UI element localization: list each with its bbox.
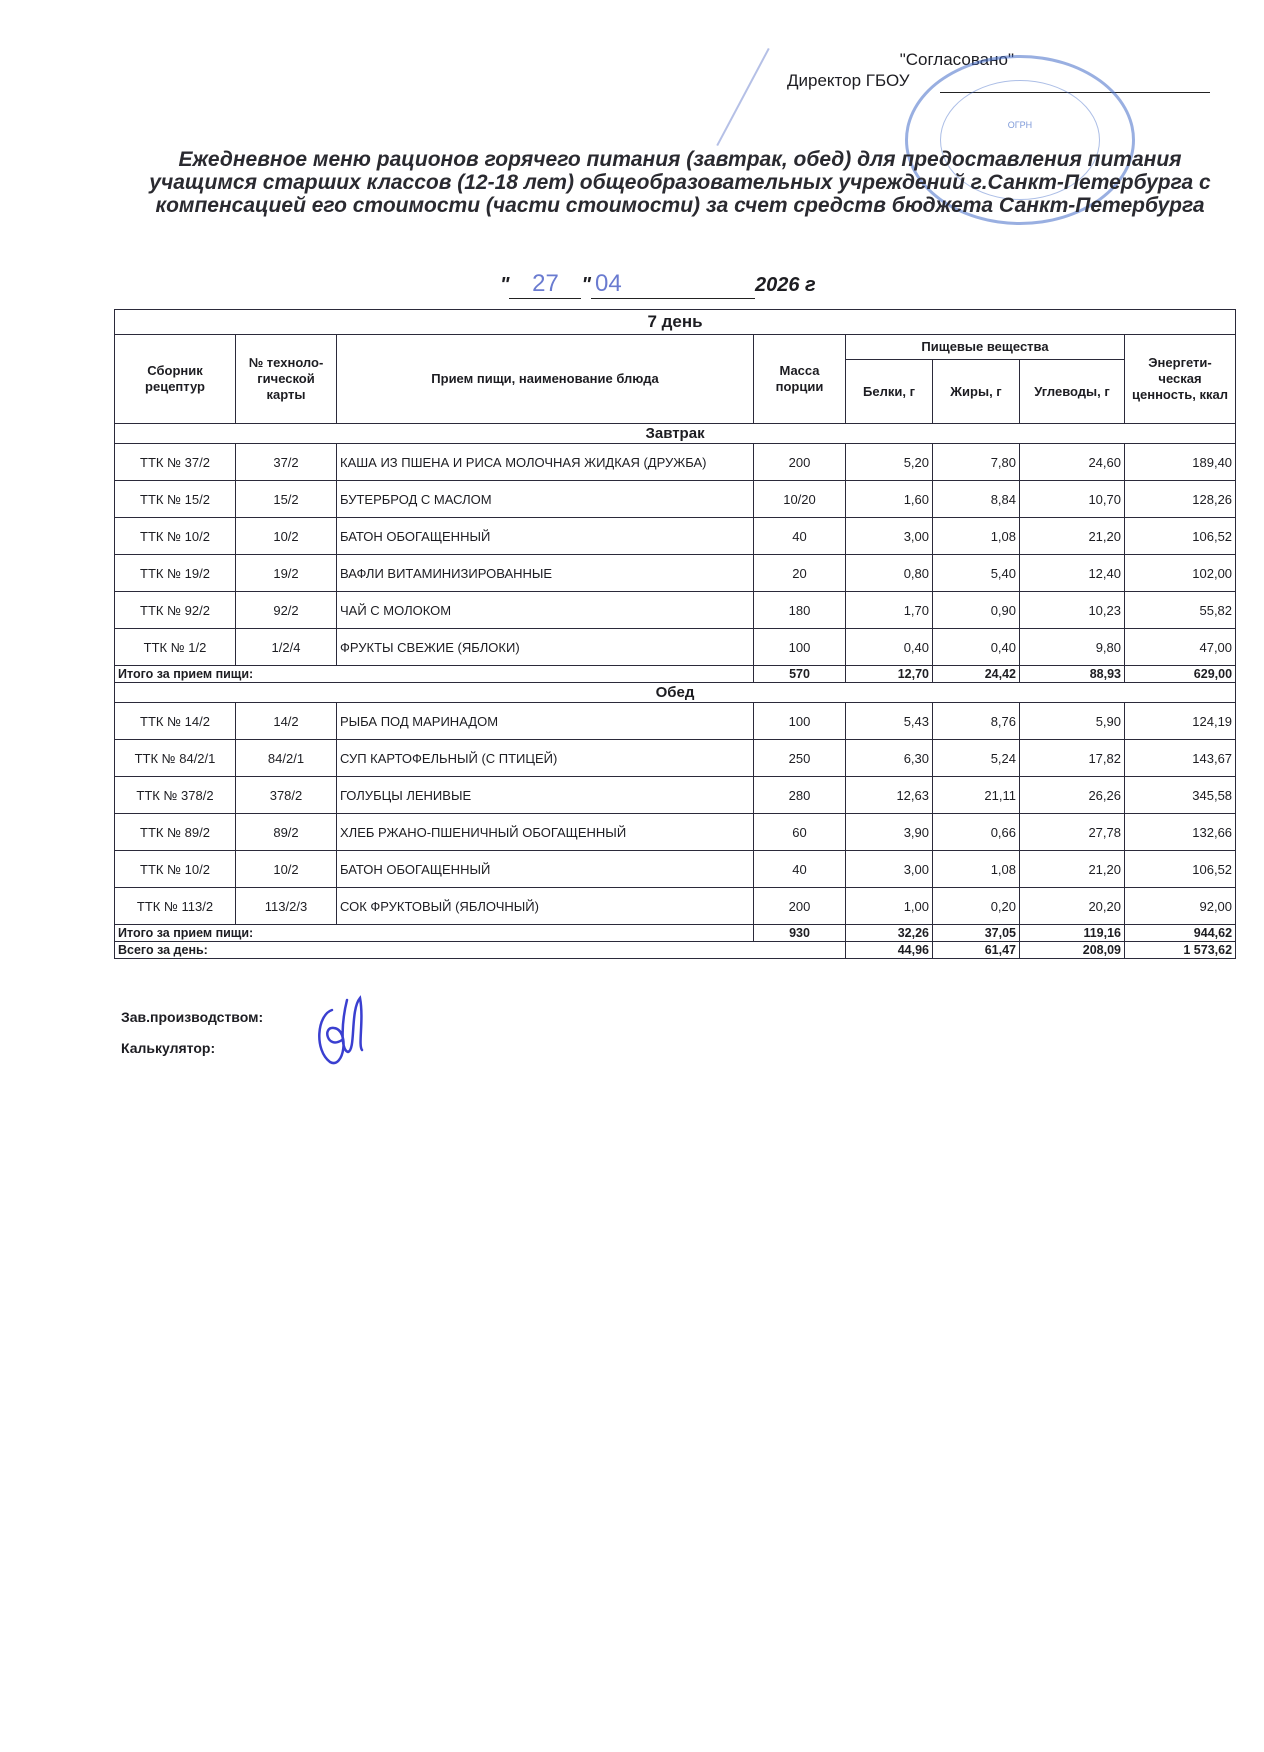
cell-mass: 250 <box>754 740 846 777</box>
table-row <box>115 592 1236 629</box>
date-month: 04 <box>591 270 755 299</box>
cell-mass: 100 <box>754 629 846 666</box>
cell-dish: СОК ФРУКТОВЫЙ (ЯБЛОЧНЫЙ) <box>337 888 754 925</box>
total-fat: 37,05 <box>933 925 1020 942</box>
table-row <box>115 851 1236 888</box>
cell-card: 84/2/1 <box>236 740 337 777</box>
cell-fat: 8,76 <box>933 703 1020 740</box>
cell-card: 37/2 <box>236 444 337 481</box>
total-energy: 944,62 <box>1125 925 1236 942</box>
day-total-label: Всего за день: <box>115 942 846 959</box>
cell-card: 14/2 <box>236 703 337 740</box>
cell-energy: 189,40 <box>1125 444 1236 481</box>
cell-mass: 40 <box>754 851 846 888</box>
cell-protein: 5,20 <box>846 444 933 481</box>
director-label: Директор ГБОУ <box>787 71 910 90</box>
approved-label: "Согласовано" <box>899 50 1014 69</box>
cell-card: 15/2 <box>236 481 337 518</box>
cell-mass: 40 <box>754 518 846 555</box>
document-date <box>500 270 816 299</box>
cell-fat: 7,80 <box>933 444 1020 481</box>
total-protein: 12,70 <box>846 666 933 683</box>
cell-energy: 128,26 <box>1125 481 1236 518</box>
cell-collection: ТТК № 10/2 <box>115 518 236 555</box>
production-head-label: Зав.производством: <box>121 1009 264 1025</box>
cell-energy: 106,52 <box>1125 851 1236 888</box>
col-energy: Энергети-ческая ценность, ккал <box>1125 335 1236 424</box>
cell-dish: ЧАЙ С МОЛОКОМ <box>337 592 754 629</box>
cell-carbs: 17,82 <box>1020 740 1125 777</box>
cell-energy: 47,00 <box>1125 629 1236 666</box>
cell-card: 1/2/4 <box>236 629 337 666</box>
cell-protein: 6,30 <box>846 740 933 777</box>
breakfast-total-row <box>115 666 1236 683</box>
cell-protein: 1,70 <box>846 592 933 629</box>
date-year: 2026 г <box>754 274 816 296</box>
cell-dish: РЫБА ПОД МАРИНАДОМ <box>337 703 754 740</box>
total-label: Итого за прием пищи: <box>115 666 754 683</box>
cell-card: 89/2 <box>236 814 337 851</box>
section-breakfast: Завтрак <box>115 424 1236 444</box>
cell-collection: ТТК № 378/2 <box>115 777 236 814</box>
total-carbs: 88,93 <box>1020 666 1125 683</box>
cell-fat: 8,84 <box>933 481 1020 518</box>
col-fat: Жиры, г <box>933 360 1020 424</box>
cell-dish: КАША ИЗ ПШЕНА И РИСА МОЛОЧНАЯ ЖИДКАЯ (ДРУЖБА) <box>337 444 754 481</box>
total-label: Итого за прием пищи: <box>115 925 754 942</box>
cell-fat: 5,24 <box>933 740 1020 777</box>
cell-carbs: 20,20 <box>1020 888 1125 925</box>
cell-collection: ТТК № 89/2 <box>115 814 236 851</box>
day-label: 7 день <box>115 310 1236 335</box>
cell-dish: ХЛЕБ РЖАНО-ПШЕНИЧНЫЙ ОБОГАЩЕННЫЙ <box>337 814 754 851</box>
table-row <box>115 703 1236 740</box>
cell-card: 378/2 <box>236 777 337 814</box>
cell-energy: 106,52 <box>1125 518 1236 555</box>
cell-carbs: 27,78 <box>1020 814 1125 851</box>
day-total-row <box>115 942 1236 959</box>
cell-energy: 143,67 <box>1125 740 1236 777</box>
cell-card: 10/2 <box>236 851 337 888</box>
cell-protein: 1,00 <box>846 888 933 925</box>
cell-protein: 1,60 <box>846 481 933 518</box>
day-total-protein: 44,96 <box>846 942 933 959</box>
cell-collection: ТТК № 10/2 <box>115 851 236 888</box>
cell-energy: 102,00 <box>1125 555 1236 592</box>
total-mass: 570 <box>754 666 846 683</box>
table-row <box>115 555 1236 592</box>
col-collection: Сборник рецептур <box>115 335 236 424</box>
table-row <box>115 814 1236 851</box>
cell-dish: ГОЛУБЦЫ ЛЕНИВЫЕ <box>337 777 754 814</box>
cell-protein: 0,40 <box>846 629 933 666</box>
date-day: 27 <box>509 270 581 299</box>
cell-fat: 0,20 <box>933 888 1020 925</box>
section-lunch: Обед <box>115 683 1236 703</box>
cell-protein: 3,90 <box>846 814 933 851</box>
cell-energy: 132,66 <box>1125 814 1236 851</box>
cell-dish: ВАФЛИ ВИТАМИНИЗИРОВАННЫЕ <box>337 555 754 592</box>
col-carbs: Углеводы, г <box>1020 360 1125 424</box>
stamp-text: ОГРН <box>1007 120 1033 130</box>
cell-card: 113/2/3 <box>236 888 337 925</box>
cell-collection: ТТК № 84/2/1 <box>115 740 236 777</box>
cell-energy: 345,58 <box>1125 777 1236 814</box>
cell-collection: ТТК № 14/2 <box>115 703 236 740</box>
cell-energy: 124,19 <box>1125 703 1236 740</box>
table-row <box>115 777 1236 814</box>
cell-protein: 5,43 <box>846 703 933 740</box>
total-energy: 629,00 <box>1125 666 1236 683</box>
cell-collection: ТТК № 19/2 <box>115 555 236 592</box>
cell-energy: 55,82 <box>1125 592 1236 629</box>
table-row <box>115 629 1236 666</box>
cell-mass: 100 <box>754 703 846 740</box>
col-tech-card: № техноло-гической карты <box>236 335 337 424</box>
cell-dish: БАТОН ОБОГАЩЕННЫЙ <box>337 851 754 888</box>
cell-carbs: 26,26 <box>1020 777 1125 814</box>
date-quote-close: " <box>581 274 591 296</box>
day-total-energy: 1 573,62 <box>1125 942 1236 959</box>
lunch-total-row <box>115 925 1236 942</box>
cell-mass: 200 <box>754 444 846 481</box>
cell-mass: 60 <box>754 814 846 851</box>
cell-fat: 0,90 <box>933 592 1020 629</box>
total-protein: 32,26 <box>846 925 933 942</box>
cell-collection: ТТК № 1/2 <box>115 629 236 666</box>
cell-fat: 21,11 <box>933 777 1020 814</box>
menu-table <box>114 309 1236 959</box>
cell-protein: 12,63 <box>846 777 933 814</box>
cell-collection: ТТК № 37/2 <box>115 444 236 481</box>
cell-dish: СУП КАРТОФЕЛЬНЫЙ (С ПТИЦЕЙ) <box>337 740 754 777</box>
handwritten-signature-icon <box>312 990 372 1070</box>
cell-mass: 10/20 <box>754 481 846 518</box>
cell-protein: 3,00 <box>846 851 933 888</box>
cell-card: 19/2 <box>236 555 337 592</box>
cell-fat: 5,40 <box>933 555 1020 592</box>
cell-carbs: 10,70 <box>1020 481 1125 518</box>
cell-mass: 200 <box>754 888 846 925</box>
total-mass: 930 <box>754 925 846 942</box>
day-total-carbs: 208,09 <box>1020 942 1125 959</box>
cell-fat: 1,08 <box>933 851 1020 888</box>
col-mass: Масса порции <box>754 335 846 424</box>
cell-protein: 3,00 <box>846 518 933 555</box>
cell-fat: 0,66 <box>933 814 1020 851</box>
cell-card: 92/2 <box>236 592 337 629</box>
cell-dish: БУТЕРБРОД С МАСЛОМ <box>337 481 754 518</box>
cell-carbs: 5,90 <box>1020 703 1125 740</box>
cell-mass: 180 <box>754 592 846 629</box>
cell-protein: 0,80 <box>846 555 933 592</box>
table-row <box>115 518 1236 555</box>
cell-carbs: 12,40 <box>1020 555 1125 592</box>
cell-mass: 20 <box>754 555 846 592</box>
cell-carbs: 21,20 <box>1020 518 1125 555</box>
table-row <box>115 888 1236 925</box>
cell-dish: ФРУКТЫ СВЕЖИЕ (ЯБЛОКИ) <box>337 629 754 666</box>
cell-carbs: 21,20 <box>1020 851 1125 888</box>
cell-carbs: 24,60 <box>1020 444 1125 481</box>
cell-collection: ТТК № 92/2 <box>115 592 236 629</box>
col-protein: Белки, г <box>846 360 933 424</box>
table-row <box>115 444 1236 481</box>
date-quote-open: " <box>500 274 510 296</box>
cell-mass: 280 <box>754 777 846 814</box>
document-title: Ежедневное меню рационов горячего питания (завтрак, обед) для предоставления питания учащимся старших классов (12-18 лет) общеобразовательных учреждений г.Санкт-Петербурга с компенсацией его стоимости (части стоимости) за счет средств бюджета Санкт-Петербурга <box>149 148 1211 217</box>
cell-energy: 92,00 <box>1125 888 1236 925</box>
calculator-label: Калькулятор: <box>121 1040 216 1056</box>
cell-fat: 1,08 <box>933 518 1020 555</box>
cell-dish: БАТОН ОБОГАЩЕННЫЙ <box>337 518 754 555</box>
col-dish: Прием пищи, наименование блюда <box>337 335 754 424</box>
cell-collection: ТТК № 15/2 <box>115 481 236 518</box>
table-row <box>115 481 1236 518</box>
total-carbs: 119,16 <box>1020 925 1125 942</box>
day-total-fat: 61,47 <box>933 942 1020 959</box>
total-fat: 24,42 <box>933 666 1020 683</box>
table-row <box>115 740 1236 777</box>
cell-carbs: 10,23 <box>1020 592 1125 629</box>
cell-card: 10/2 <box>236 518 337 555</box>
approval-pen-stroke <box>716 48 769 146</box>
cell-collection: ТТК № 113/2 <box>115 888 236 925</box>
cell-fat: 0,40 <box>933 629 1020 666</box>
cell-carbs: 9,80 <box>1020 629 1125 666</box>
col-nutrients: Пищевые вещества <box>846 335 1125 360</box>
